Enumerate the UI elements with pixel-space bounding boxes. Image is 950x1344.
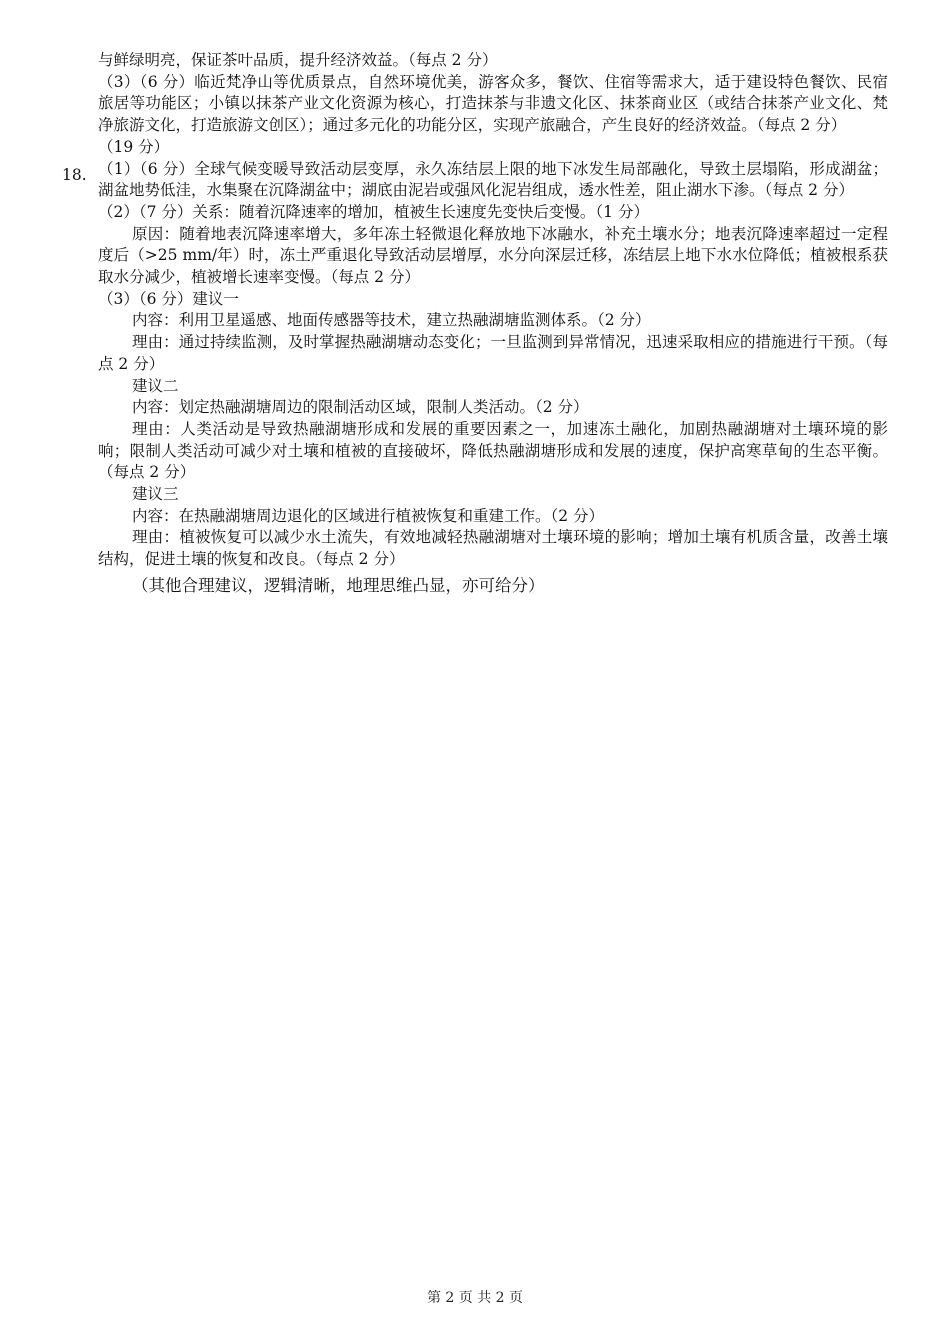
answer-q18-2-reason: 原因：随着地表沉降速率增大，多年冻土轻微退化释放地下冰融水，补充土壤水分；地表沉降速率超过一定程度后（>25 mm/年）时，冻土严重退化导致活动层增厚，水分向深层迁移，冻结层上地下水水位降低；植被根系获取水分减少，植被增长速率变慢。（每点 2 分） [98,224,888,287]
suggestion-2-content: 内容：划定热融湖塘周边的限制活动区域，限制人类活动。（2 分） [132,398,589,417]
question-18-number: 18. [62,166,87,184]
answer-content [98,50,888,599]
answer-q18-2-relation: （2）（7 分）关系：随着沉降速率的增加，植被生长速度先变快后变慢。（1 分） [98,202,649,221]
suggestion-3-content: 内容：在热融湖塘周边退化的区域进行植被恢复和重建工作。（2 分） [132,506,605,525]
suggestion-3-reason: 理由：植被恢复可以减少水土流失，有效地减轻热融湖塘对土壤环境的影响；增加土壤有机质含量，改善土壤结构，促进土壤的恢复和改良。（每点 2 分） [98,528,888,569]
question-18-score: （19 分） [98,137,170,156]
answer-q18-1: （1）（6 分）全球气候变暖导致活动层变厚，永久冻结层上限的地下冰发生局部融化，导致土层塌陷，形成湖盆；湖盆地势低洼，水集聚在沉降湖盆中；湖底由泥岩或强风化泥岩组成，透水性差，阻止湖水下渗。（每点 2 分） [98,159,888,200]
answer-q17-3: （3）（6 分）临近梵净山等优质景点，自然环境优美，游客众多，餐饮、住宿等需求大，适于建设特色餐饮、民宿旅居等功能区；小镇以抹茶产业文化资源为核心，打造抹茶与非遗文化区、抹茶商业区（或结合抹茶产业文化、梵净旅游文化，打造旅游文创区）；通过多元化的功能分区，实现产旅融合，产生良好的经济效益。（每点 2 分） [98,72,888,135]
grading-note: （其他合理建议，逻辑清晰，地理思维凸显，亦可给分） [132,575,545,595]
suggestion-1-content: 内容：利用卫星遥感、地面传感器等技术，建立热融湖塘监测体系。（2 分） [132,311,651,330]
answer-line: 与鲜绿明亮，保证茶叶品质，提升经济效益。（每点 2 分） [98,51,498,69]
answer-q18-3-heading: （3）（6 分）建议一 [98,289,239,308]
suggestion-2-reason: 理由：人类活动是导致热融湖塘形成和发展的重要因素之一，加速冻土融化，加剧热融湖塘对土壤环境的影响；限制人类活动可减少对土壤和植被的直接破坏，降低热融湖塘形成和发展的速度，保护高寒草甸的生态平衡。（每点 2 分） [98,419,888,482]
suggestion-1-reason: 理由：通过持续监测，及时掌握热融湖塘动态变化；一旦监测到异常情况，迅速采取相应的措施进行干预。（每点 2 分） [98,333,888,373]
suggestion-3-title: 建议三 [132,485,179,504]
suggestion-2-title: 建议二 [132,376,179,395]
page-footer: 第 2 页 共 2 页 [426,1290,524,1306]
